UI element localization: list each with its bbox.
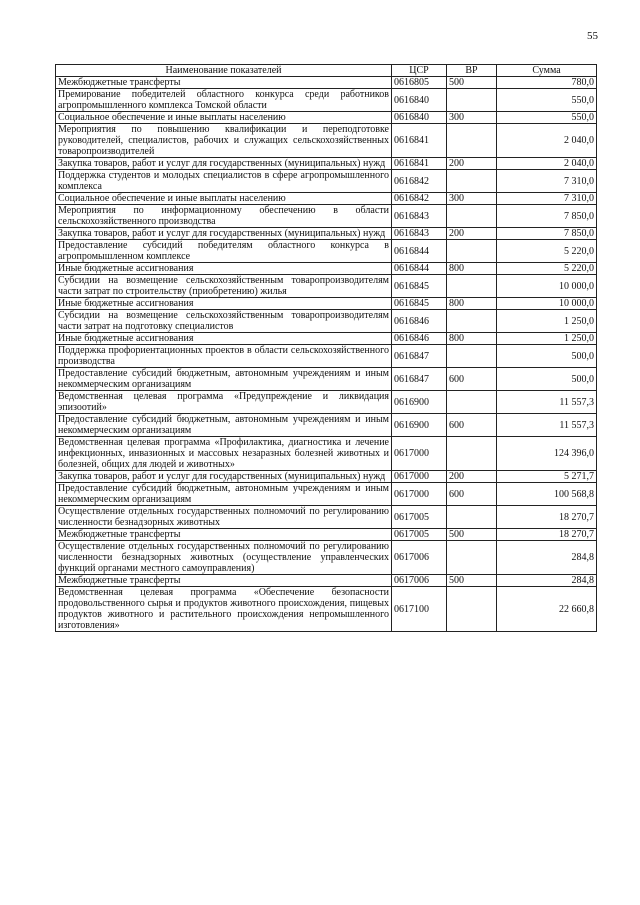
cell-name: Предоставление субсидий бюджетным, автономным учреждениям и иным некоммерческим организациям — [56, 368, 392, 391]
cell-sum: 500,0 — [497, 368, 597, 391]
table-row — [56, 240, 597, 263]
cell-name: Межбюджетные трансферты — [56, 575, 392, 587]
page-number: 55 — [587, 30, 598, 42]
header-name: Наименование показателей — [56, 65, 392, 77]
cell-vr — [447, 275, 497, 298]
cell-vr — [447, 240, 497, 263]
table-row — [56, 587, 597, 632]
cell-name: Межбюджетные трансферты — [56, 529, 392, 541]
cell-vr — [447, 345, 497, 368]
table-row — [56, 112, 597, 124]
table-row — [56, 124, 597, 158]
table-row — [56, 471, 597, 483]
table-row — [56, 158, 597, 170]
cell-code: 0616846 — [392, 333, 447, 345]
cell-name: Закупка товаров, работ и услуг для государственных (муниципальных) нужд — [56, 471, 392, 483]
table-row — [56, 414, 597, 437]
cell-vr: 300 — [447, 112, 497, 124]
table-row — [56, 483, 597, 506]
cell-code: 0616900 — [392, 391, 447, 414]
cell-code: 0617000 — [392, 471, 447, 483]
header-vr: ВР — [447, 65, 497, 77]
cell-name: Закупка товаров, работ и услуг для государственных (муниципальных) нужд — [56, 158, 392, 170]
cell-code: 0617100 — [392, 587, 447, 632]
table-row — [56, 228, 597, 240]
cell-code: 0616841 — [392, 124, 447, 158]
cell-code: 0616844 — [392, 240, 447, 263]
cell-vr — [447, 587, 497, 632]
cell-code: 0616842 — [392, 193, 447, 205]
cell-sum: 7 850,0 — [497, 205, 597, 228]
cell-vr — [447, 310, 497, 333]
cell-vr: 500 — [447, 77, 497, 89]
cell-name: Иные бюджетные ассигнования — [56, 263, 392, 275]
cell-code: 0616842 — [392, 170, 447, 193]
cell-vr — [447, 205, 497, 228]
table-row — [56, 275, 597, 298]
cell-code: 0617000 — [392, 437, 447, 471]
cell-name: Ведомственная целевая программа «Предупреждение и ликвидация эпизоотий» — [56, 391, 392, 414]
cell-code: 0616840 — [392, 89, 447, 112]
table-row — [56, 529, 597, 541]
cell-sum: 550,0 — [497, 112, 597, 124]
cell-name: Предоставление субсидий бюджетным, автономным учреждениям и иным некоммерческим организациям — [56, 483, 392, 506]
cell-code: 0617000 — [392, 483, 447, 506]
cell-vr: 200 — [447, 471, 497, 483]
table-row — [56, 205, 597, 228]
cell-vr: 200 — [447, 158, 497, 170]
cell-name: Мероприятия по повышению квалификации и переподготовке руководителей, специалистов, рабочих и служащих сельскохозяйственных товаропроизводителей — [56, 124, 392, 158]
cell-sum: 284,8 — [497, 575, 597, 587]
cell-code: 0616840 — [392, 112, 447, 124]
cell-vr — [447, 541, 497, 575]
table-row — [56, 193, 597, 205]
cell-vr — [447, 437, 497, 471]
cell-sum: 7 310,0 — [497, 170, 597, 193]
table-row — [56, 89, 597, 112]
cell-sum: 18 270,7 — [497, 506, 597, 529]
cell-code: 0616846 — [392, 310, 447, 333]
cell-sum: 5 220,0 — [497, 240, 597, 263]
cell-name: Поддержка студентов и молодых специалистов в сфере агропромышленного комплекса — [56, 170, 392, 193]
table-row — [56, 345, 597, 368]
cell-vr: 800 — [447, 333, 497, 345]
cell-vr — [447, 89, 497, 112]
table-body — [56, 77, 597, 632]
cell-sum: 18 270,7 — [497, 529, 597, 541]
budget-table — [55, 64, 597, 632]
cell-vr: 600 — [447, 483, 497, 506]
cell-code: 0617005 — [392, 506, 447, 529]
cell-code: 0617006 — [392, 541, 447, 575]
cell-sum: 2 040,0 — [497, 158, 597, 170]
cell-code: 0616900 — [392, 414, 447, 437]
cell-name: Осуществление отдельных государственных полномочий по регулированию численности безнадзорных животных — [56, 506, 392, 529]
cell-code: 0616841 — [392, 158, 447, 170]
cell-vr — [447, 391, 497, 414]
cell-sum: 124 396,0 — [497, 437, 597, 471]
cell-vr: 600 — [447, 368, 497, 391]
cell-sum: 5 220,0 — [497, 263, 597, 275]
table-row — [56, 541, 597, 575]
cell-vr: 300 — [447, 193, 497, 205]
table-row — [56, 298, 597, 310]
header-code: ЦСР — [392, 65, 447, 77]
cell-name: Межбюджетные трансферты — [56, 77, 392, 89]
cell-sum: 10 000,0 — [497, 275, 597, 298]
cell-name: Закупка товаров, работ и услуг для государственных (муниципальных) нужд — [56, 228, 392, 240]
cell-code: 0616845 — [392, 298, 447, 310]
cell-vr: 500 — [447, 529, 497, 541]
cell-name: Осуществление отдельных государственных полномочий по регулированию численности безнадзорных животных (осуществление управленческих функций органами местного самоуправления) — [56, 541, 392, 575]
cell-name: Предоставление субсидий победителям областного конкурса в агропромышленном комплексе — [56, 240, 392, 263]
cell-sum: 2 040,0 — [497, 124, 597, 158]
cell-sum: 500,0 — [497, 345, 597, 368]
table-row — [56, 170, 597, 193]
cell-sum: 284,8 — [497, 541, 597, 575]
cell-code: 0616847 — [392, 368, 447, 391]
cell-vr — [447, 170, 497, 193]
cell-code: 0616843 — [392, 228, 447, 240]
cell-vr: 600 — [447, 414, 497, 437]
cell-sum: 11 557,3 — [497, 414, 597, 437]
cell-sum: 1 250,0 — [497, 333, 597, 345]
cell-name: Поддержка профориентационных проектов в области сельскохозяйственного производства — [56, 345, 392, 368]
cell-vr — [447, 506, 497, 529]
cell-code: 0617006 — [392, 575, 447, 587]
cell-name: Премирование победителей областного конкурса среди работников агропромышленного комплекса Томской области — [56, 89, 392, 112]
table-row — [56, 263, 597, 275]
table-row — [56, 437, 597, 471]
cell-sum: 1 250,0 — [497, 310, 597, 333]
cell-name: Ведомственная целевая программа «Обеспечение безопасности продовольственного сырья и продуктов животного происхождения, пищевых продуктов животного и растительного происхождения непромышленного изготовления» — [56, 587, 392, 632]
cell-sum: 550,0 — [497, 89, 597, 112]
cell-name: Социальное обеспечение и иные выплаты населению — [56, 112, 392, 124]
table-row — [56, 77, 597, 89]
header-sum: Сумма — [497, 65, 597, 77]
cell-code: 0617005 — [392, 529, 447, 541]
cell-vr: 800 — [447, 263, 497, 275]
cell-sum: 7 850,0 — [497, 228, 597, 240]
table-row — [56, 575, 597, 587]
cell-code: 0616843 — [392, 205, 447, 228]
cell-name: Мероприятия по информационному обеспечению в области сельскохозяйственного производства — [56, 205, 392, 228]
table-row — [56, 506, 597, 529]
cell-sum: 5 271,7 — [497, 471, 597, 483]
cell-code: 0616845 — [392, 275, 447, 298]
table-row — [56, 333, 597, 345]
cell-name: Предоставление субсидий бюджетным, автономным учреждениям и иным некоммерческим организациям — [56, 414, 392, 437]
cell-vr: 800 — [447, 298, 497, 310]
table-row — [56, 391, 597, 414]
cell-name: Социальное обеспечение и иные выплаты населению — [56, 193, 392, 205]
cell-sum: 7 310,0 — [497, 193, 597, 205]
cell-sum: 780,0 — [497, 77, 597, 89]
cell-vr: 200 — [447, 228, 497, 240]
cell-name: Иные бюджетные ассигнования — [56, 333, 392, 345]
cell-sum: 100 568,8 — [497, 483, 597, 506]
cell-name: Ведомственная целевая программа «Профилактика, диагностика и лечение инфекционных, инвазионных и массовых незаразных болезней животных и болезней, общих для людей и животных» — [56, 437, 392, 471]
cell-name: Субсидии на возмещение сельскохозяйственным товаропроизводителям части затрат по строительству (приобретению) жилья — [56, 275, 392, 298]
cell-name: Субсидии на возмещение сельскохозяйственным товаропроизводителям части затрат на подготовку специалистов — [56, 310, 392, 333]
cell-vr: 500 — [447, 575, 497, 587]
cell-code: 0616847 — [392, 345, 447, 368]
cell-vr — [447, 124, 497, 158]
cell-sum: 22 660,8 — [497, 587, 597, 632]
table-row — [56, 310, 597, 333]
cell-name: Иные бюджетные ассигнования — [56, 298, 392, 310]
cell-code: 0616805 — [392, 77, 447, 89]
table-row — [56, 368, 597, 391]
cell-code: 0616844 — [392, 263, 447, 275]
table-header-row — [56, 65, 597, 77]
cell-sum: 11 557,3 — [497, 391, 597, 414]
cell-sum: 10 000,0 — [497, 298, 597, 310]
